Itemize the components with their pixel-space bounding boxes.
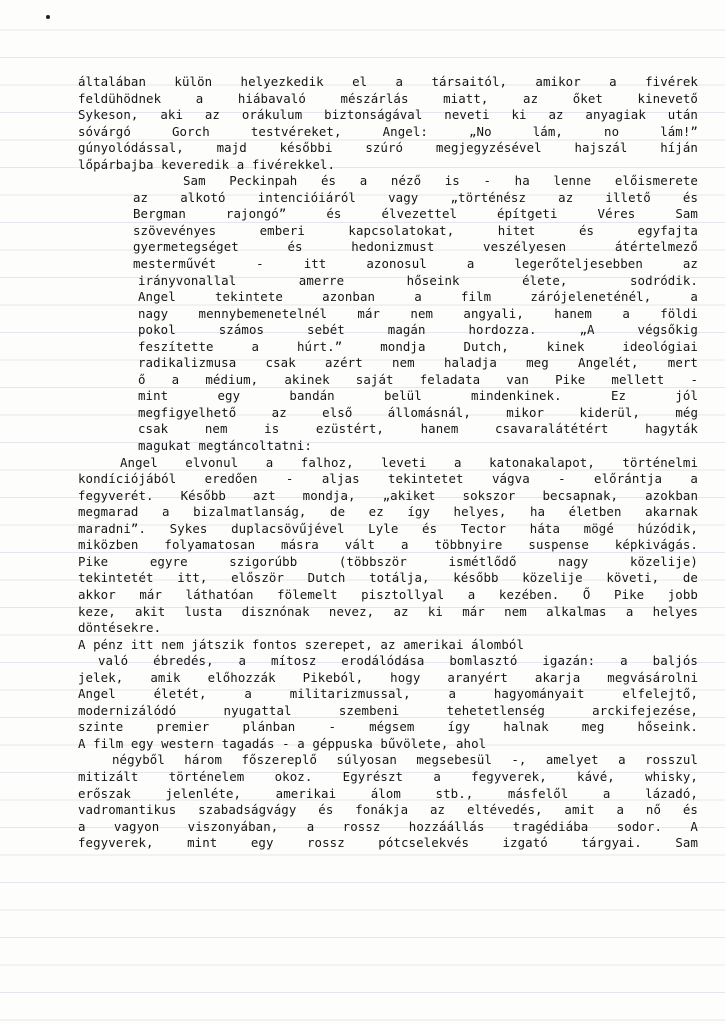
text-line: feszítette a húrt.” mondja Dutch, kinek ideológiai: [138, 338, 698, 354]
text-line: Sam Peckinpah és a néző is - ha lenne előismerete: [183, 173, 698, 189]
text-line: megfigyelhető az első állomásnál, mikor kiderül, még: [138, 404, 698, 420]
text-line: Angel elvonul a falhoz, leveti a katonakalapot, történelmi: [120, 454, 698, 470]
text-line: maradni”. Sykes duplacsövűjével Lyle és Tector háta mögé húzódik,: [78, 520, 698, 536]
text-line: irányvonallal amerre hőseink élete, sodródik.: [138, 272, 698, 288]
text-line: kondíciójából eredően - aljas tekintetet vágva - előrántja a: [78, 471, 698, 487]
text-line: modernizálódó nyugattal szembeni tehetetlenség arckifejezése,: [78, 702, 698, 718]
text-line: döntésekre.: [78, 620, 162, 636]
text-line: gyermetegséget és hedonizmust veszélyesen átértelmező: [133, 239, 698, 255]
text-line: keze, akit lusta disznónak nevez, az ki már nem alkalmas a helyes: [78, 603, 698, 619]
text-line: jelek, amik előhozzák Pikeból, hogy aranyért akarja megvásárolni: [78, 669, 698, 685]
text-line: radikalizmusa csak azért nem haladja meg Angelét, mert: [138, 355, 698, 371]
text-line: vadromantikus szabadságvágy és fonákja az eltévedés, amit a nő és: [78, 802, 698, 818]
text-line: általában külön helyezkedik el a társaitól, amikor a fivérek: [78, 74, 698, 89]
text-line: lőpárbajba keveredik a fivérekkel.: [78, 156, 336, 172]
text-line: feldühödnek a hiábavaló mészárlás miatt, az őket kinevető: [78, 90, 698, 106]
text-line: négyből három főszereplő súlyosan megsebesül -, amelyet a rosszul: [112, 752, 698, 768]
text-line: mint egy bandán belül mindenkinek. Ez jól: [138, 388, 698, 404]
text-line: magukat megtáncoltatni:: [138, 438, 312, 454]
text-line: A pénz itt nem játszik fontos szerepet, az amerikai álomból: [78, 636, 525, 652]
text-line: Angel tekintete azonban a film zárójeleneténél, a: [138, 289, 698, 305]
text-line: fegyverek, mint egy rossz pótcselekvés izgató tárgyai. Sam: [78, 835, 698, 851]
text-line: a vagyon viszonyában, a rossz hozzáállás tragédiába sodor. A: [78, 818, 698, 834]
text-line: A film egy western tagadás - a géppuska bűvölete, ahol: [78, 735, 487, 751]
punch-mark-dot: [46, 15, 50, 19]
text-line: szövevényes emberi kapcsolatokat, hitet és egyfajta: [133, 222, 698, 238]
text-line: miközben folyamatosan másra vált a többnyire suspense képkivágás.: [78, 537, 698, 553]
text-line: csak nem is ezüstért, hanem csavaralátétért hagyták: [138, 421, 698, 437]
text-line: szinte premier plánban - mégsem így halnak meg hőseink.: [78, 719, 698, 735]
text-line: Pike egyre szigorúbb (többször ismétlődő nagy közelije): [78, 553, 698, 569]
text-line: megmarad a bizalmatlanság, de ez így helyes, ha életben akarnak: [78, 504, 698, 520]
text-line: fegyverét. Később azt mondja, „akiket sokszor becsapnak, azokban: [78, 487, 698, 503]
text-line: mitizált történelem okoz. Egyrészt a fegyverek, kávé, whisky,: [78, 768, 698, 784]
text-line: ő a médium, akinek saját feladata van Pike mellett -: [138, 371, 698, 387]
text-line: Sykeson, aki az orákulum biztonságával neveti ki az anyagiak után: [78, 107, 698, 123]
text-line: pokol számos sebét magán hordozza. „A végsőkig: [138, 322, 698, 338]
text-line: erőszak jelenléte, amerikai álom stb., másfelől a lázadó,: [78, 785, 698, 801]
typed-text-body: [78, 74, 698, 852]
text-line: gúnyolódással, majd későbbi szúró megjegyzésével hajszál híján: [78, 140, 698, 156]
text-line: Bergman rajongó” és élvezettel építgeti Véres Sam: [133, 206, 698, 222]
text-line: nagy mennybemenetelnél már nem angyali, hanem a földi: [138, 305, 698, 321]
text-line: mesterművét - itt azonosul a legerőteljesebben az: [133, 256, 698, 272]
text-line: tekintetét itt, először Dutch totálja, később közelije követi, de: [78, 570, 698, 586]
text-line: akkor már láthatóan fölemelt pisztollyal a kezében. Ő Pike jobb: [78, 586, 698, 602]
text-line: Angel életét, a militarizmussal, a hagyományait elfelejtő,: [78, 686, 698, 702]
text-line: sóvárgó Gorch testvéreket, Angel: „No lám, no lám!”: [78, 123, 698, 139]
text-line: való ébredés, a mítosz erodálódása bomlasztó igazán: a baljós: [98, 653, 698, 669]
text-line: az alkotó intencióiáról vagy „történész az illető és: [133, 189, 698, 205]
